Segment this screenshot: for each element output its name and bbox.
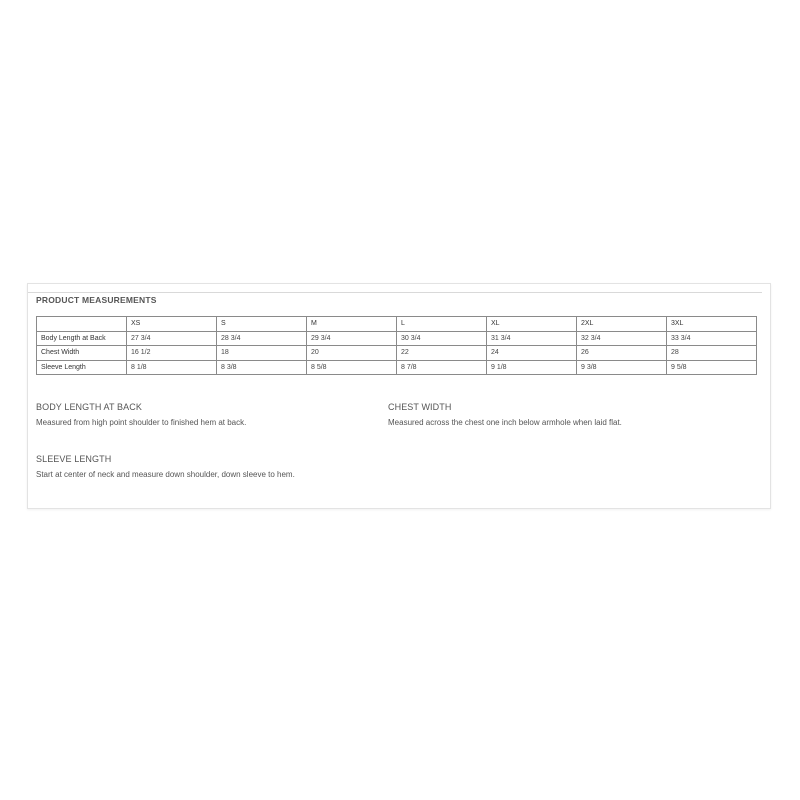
row-label-body-length: Body Length at Back — [37, 331, 127, 346]
header-size-l: L — [397, 317, 487, 332]
table-cell: 9 1/8 — [487, 360, 577, 375]
header-size-xl: XL — [487, 317, 577, 332]
table-cell: 22 — [397, 346, 487, 361]
table-cell: 27 3/4 — [127, 331, 217, 346]
table-cell: 8 5/8 — [307, 360, 397, 375]
table-cell: 28 3/4 — [217, 331, 307, 346]
table-header-row — [37, 317, 757, 332]
table-cell: 26 — [577, 346, 667, 361]
header-size-xs: XS — [127, 317, 217, 332]
header-empty-cell — [37, 317, 127, 332]
note-title-sleeve-length: SLEEVE LENGTH — [36, 454, 112, 464]
note-text-body-length: Measured from high point shoulder to finished hem at back. — [36, 418, 247, 427]
table-row — [37, 331, 757, 346]
table-cell: 24 — [487, 346, 577, 361]
note-title-body-length: BODY LENGTH AT BACK — [36, 402, 142, 412]
table-cell: 8 1/8 — [127, 360, 217, 375]
measurements-table — [36, 316, 757, 375]
table-cell: 28 — [667, 346, 757, 361]
table-cell: 33 3/4 — [667, 331, 757, 346]
note-sleeve-length — [36, 454, 295, 479]
note-title-chest-width: CHEST WIDTH — [388, 402, 452, 412]
note-text-chest-width: Measured across the chest one inch below armhole when laid flat. — [388, 418, 622, 427]
section-title: PRODUCT MEASUREMENTS — [36, 295, 157, 305]
product-measurements-card — [27, 283, 771, 509]
table-cell: 29 3/4 — [307, 331, 397, 346]
table-cell: 32 3/4 — [577, 331, 667, 346]
table-cell: 8 7/8 — [397, 360, 487, 375]
table-cell: 9 3/8 — [577, 360, 667, 375]
header-size-m: M — [307, 317, 397, 332]
table-cell: 8 3/8 — [217, 360, 307, 375]
table-row — [37, 346, 757, 361]
top-divider — [28, 292, 762, 293]
note-text-sleeve-length: Start at center of neck and measure down shoulder, down sleeve to hem. — [36, 470, 295, 479]
row-label-chest-width: Chest Width — [37, 346, 127, 361]
note-body-length — [36, 402, 246, 427]
row-label-sleeve-length: Sleeve Length — [37, 360, 127, 375]
header-size-s: S — [217, 317, 307, 332]
table-cell: 18 — [217, 346, 307, 361]
note-chest-width — [388, 402, 622, 427]
table-cell: 31 3/4 — [487, 331, 577, 346]
table-cell: 9 5/8 — [667, 360, 757, 375]
table-cell: 30 3/4 — [397, 331, 487, 346]
header-size-3xl: 3XL — [667, 317, 757, 332]
table-row — [37, 360, 757, 375]
table-cell: 16 1/2 — [127, 346, 217, 361]
table-cell: 20 — [307, 346, 397, 361]
header-size-2xl: 2XL — [577, 317, 667, 332]
